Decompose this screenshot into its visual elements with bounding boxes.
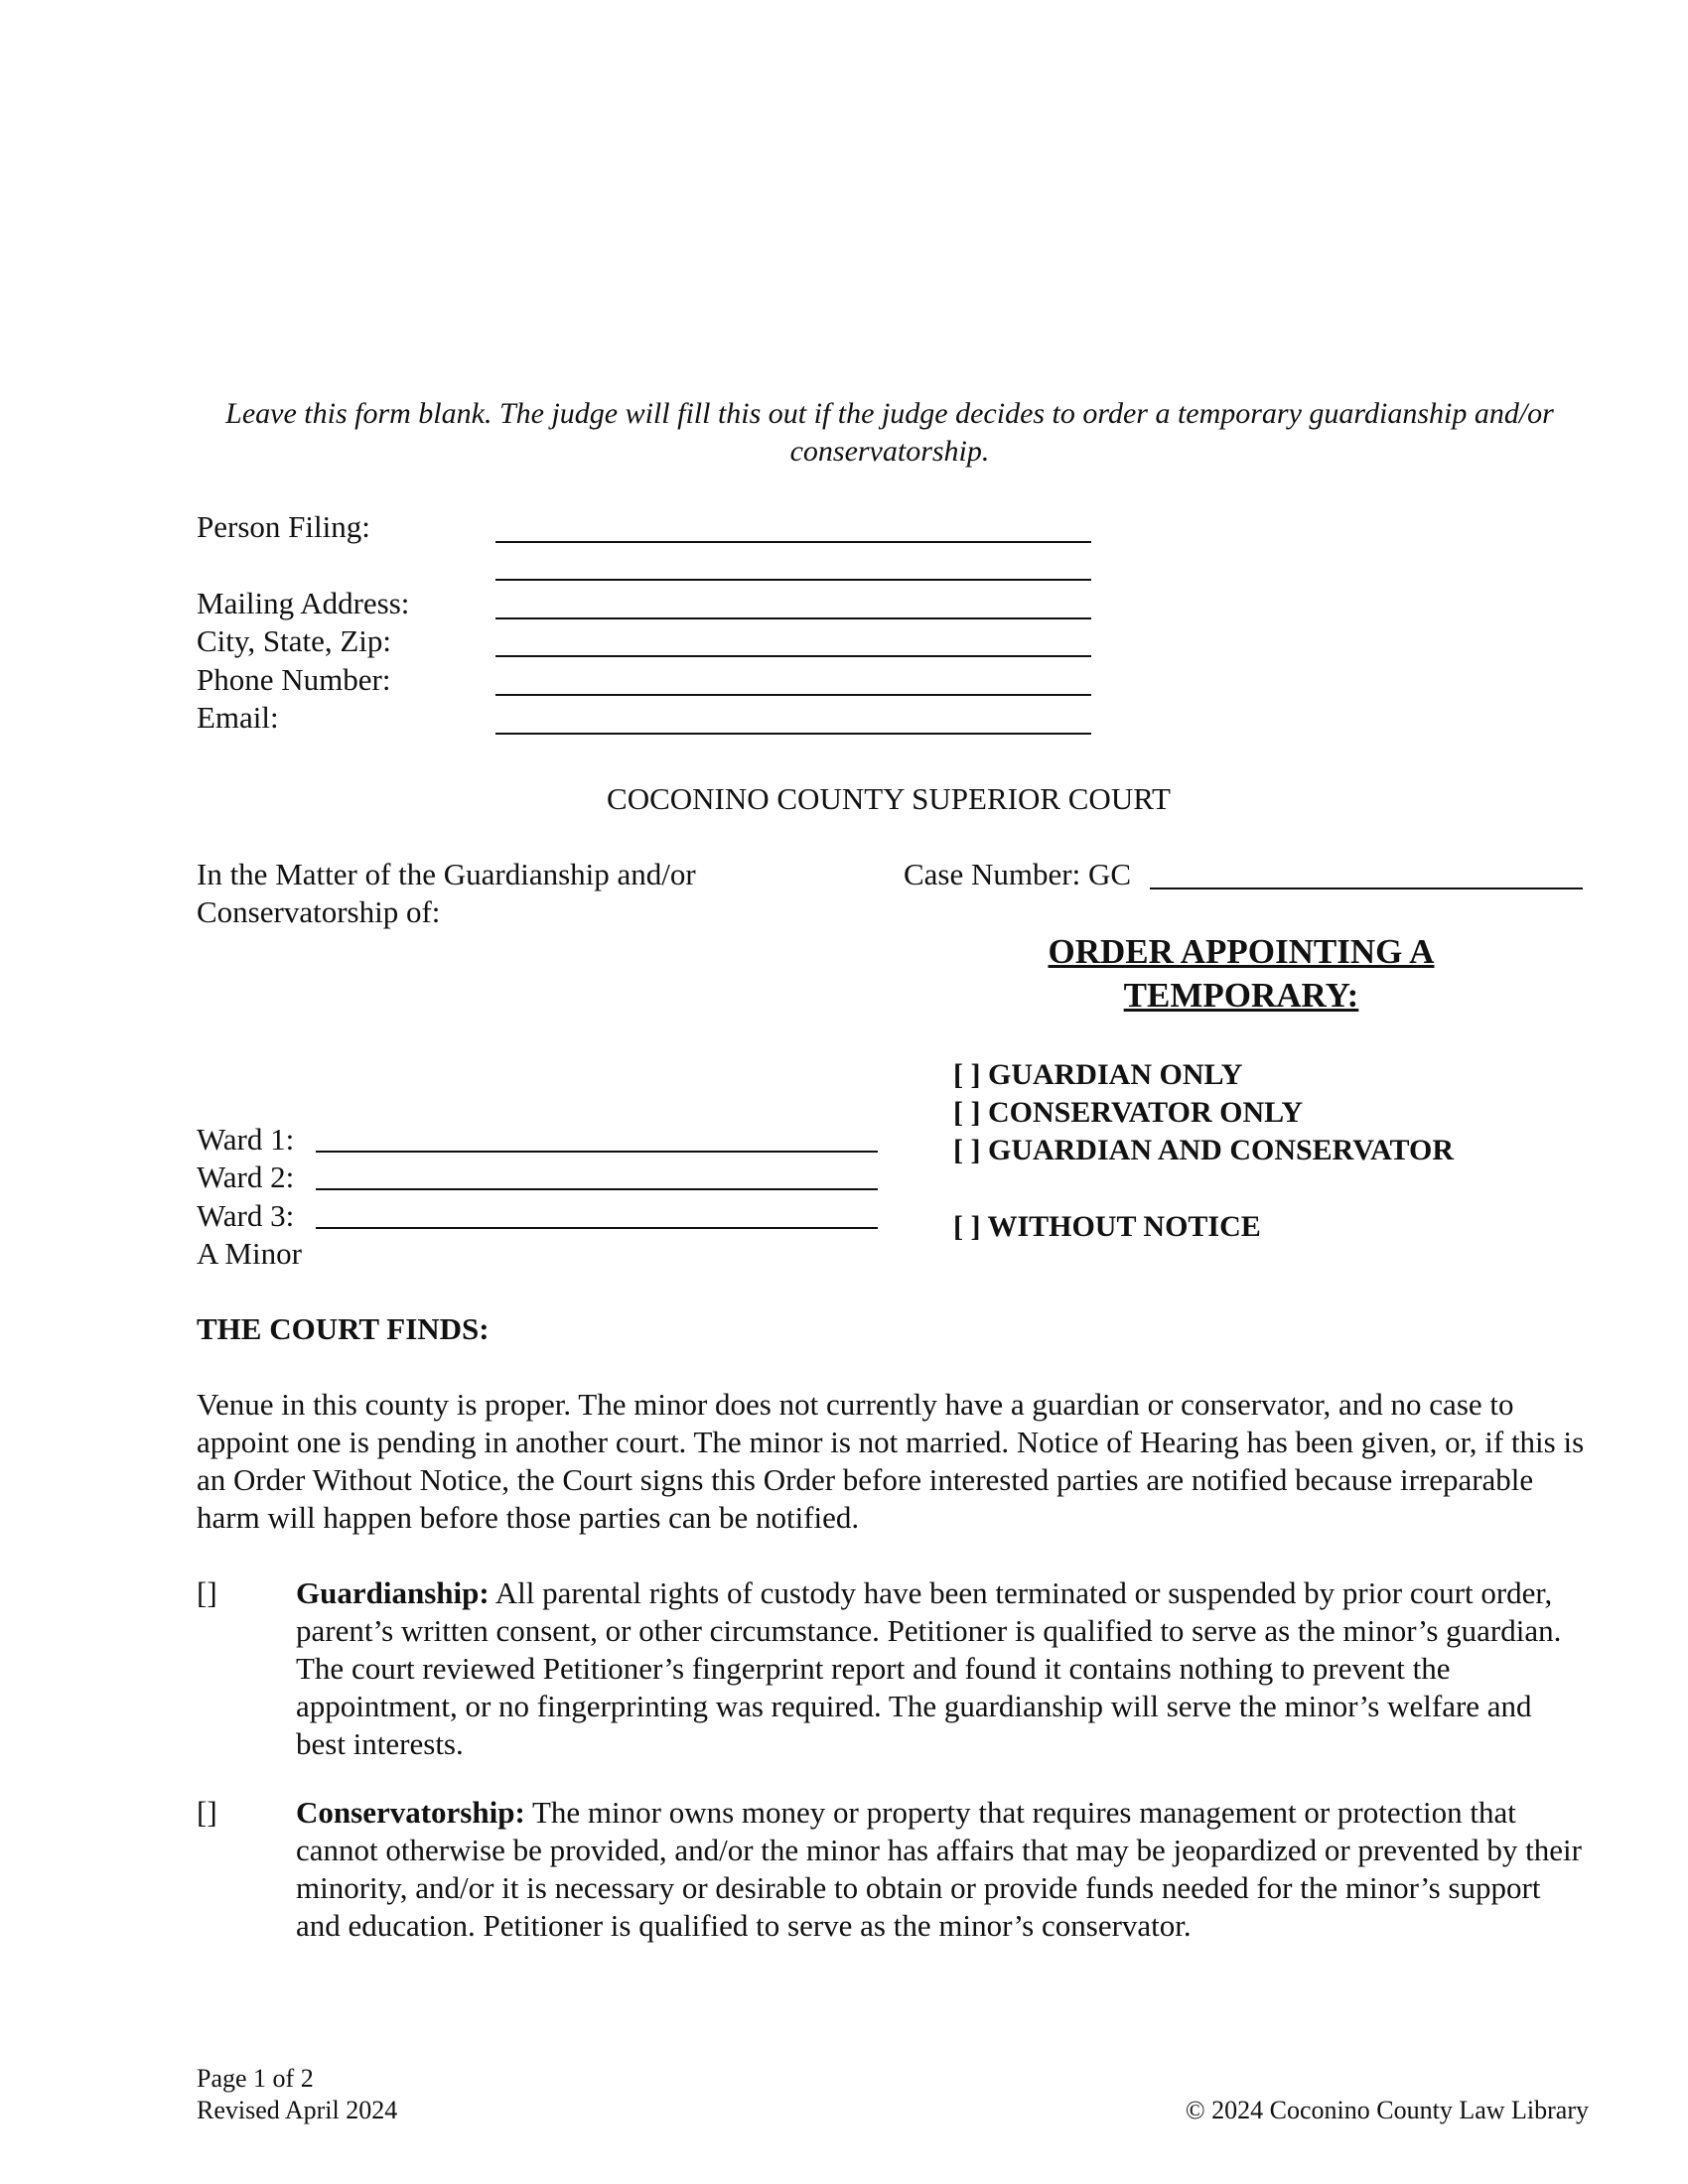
- court-name: COCONINO COUNTY SUPERIOR COURT: [607, 781, 1171, 816]
- option-conservator-only[interactable]: [ ] CONSERVATOR ONLY: [953, 1096, 1304, 1129]
- revised-date: Revised April 2024: [197, 2096, 398, 2124]
- copyright: © 2024 Coconino County Law Library: [1185, 2096, 1589, 2124]
- findings-intro: Venue in this county is proper. The minor does not currently have a guardian or conservator, and no case to appoint one is pending in another court. The minor is not married. Notice of Hearing has been given, or, if this is an Order Without Notice, the Court signs this Order before interested parties are notified because irreparable harm will happen before those parties can be notified.: [197, 1387, 1585, 1535]
- city-state-zip-line[interactable]: [495, 655, 1091, 657]
- mailing-address-label: Mailing Address:: [197, 586, 410, 620]
- person-filing-line[interactable]: [495, 541, 1091, 543]
- ward-1-line[interactable]: [316, 1151, 878, 1153]
- case-number-label: Case Number: GC: [904, 857, 1132, 891]
- ward-1-label: Ward 1:: [197, 1122, 295, 1157]
- ward-3-line[interactable]: [316, 1227, 878, 1229]
- city-state-zip-label: City, State, Zip:: [197, 623, 392, 658]
- a-minor-label: A Minor: [197, 1236, 302, 1271]
- page-number: Page 1 of 2: [197, 2064, 314, 2093]
- conservatorship-checkbox[interactable]: []: [197, 1795, 217, 1830]
- conservatorship-label: Conservatorship:: [296, 1795, 525, 1830]
- case-number-line[interactable]: [1150, 887, 1583, 889]
- guardianship-finding: [296, 1574, 1587, 1763]
- matter-caption: [197, 856, 832, 931]
- guardianship-checkbox[interactable]: []: [197, 1575, 217, 1610]
- email-line[interactable]: [495, 733, 1091, 735]
- ward-2-label: Ward 2:: [197, 1160, 295, 1194]
- mailing-address-line[interactable]: [495, 617, 1091, 619]
- instructions-note: Leave this form blank. The judge will fill this out if the judge decides to order a temporary guardianship and/or conservatorship.: [225, 397, 1554, 468]
- ward-3-label: Ward 3:: [197, 1198, 295, 1233]
- option-guardian-and-conservator[interactable]: [ ] GUARDIAN AND CONSERVATOR: [953, 1134, 1454, 1166]
- person-filing-line-2[interactable]: [495, 579, 1091, 581]
- conservatorship-finding: [296, 1794, 1587, 1945]
- email-label: Email:: [197, 700, 279, 735]
- option-guardian-only[interactable]: [ ] GUARDIAN ONLY: [953, 1058, 1243, 1091]
- matter-line-1: In the Matter of the Guardianship and/or: [197, 857, 696, 891]
- ward-2-line[interactable]: [316, 1188, 878, 1190]
- phone-number-line[interactable]: [495, 694, 1091, 696]
- guardianship-text: All parental rights of custody have been terminated or suspended by prior court order, parent’s written consent, or other circumstance. Petitioner is qualified to serve as the minor’s guardian. The court reviewed Petitioner’s fingerprint report and found it contains nothing to prevent the appointment, or no fingerprinting was required. The guardianship will serve the minor’s welfare and best interests.: [296, 1575, 1562, 1761]
- conservatorship-text: The minor owns money or property that requires management or protection that cannot otherwise be provided, and/or the minor has affairs that may be jeopardized or prevented by their minority, and/or it is necessary or desirable to obtain or provide funds needed for the minor’s support and education. Petitioner is qualified to serve as the minor’s conservator.: [296, 1795, 1582, 1943]
- option-without-notice[interactable]: [ ] WITHOUT NOTICE: [953, 1210, 1261, 1243]
- order-title: ORDER APPOINTING A TEMPORARY:: [1048, 932, 1435, 1015]
- guardianship-label: Guardianship:: [296, 1575, 490, 1610]
- findings-heading: THE COURT FINDS:: [197, 1311, 490, 1346]
- matter-line-2: Conservatorship of:: [197, 894, 441, 929]
- person-filing-label: Person Filing:: [197, 509, 370, 544]
- phone-number-label: Phone Number:: [197, 662, 391, 697]
